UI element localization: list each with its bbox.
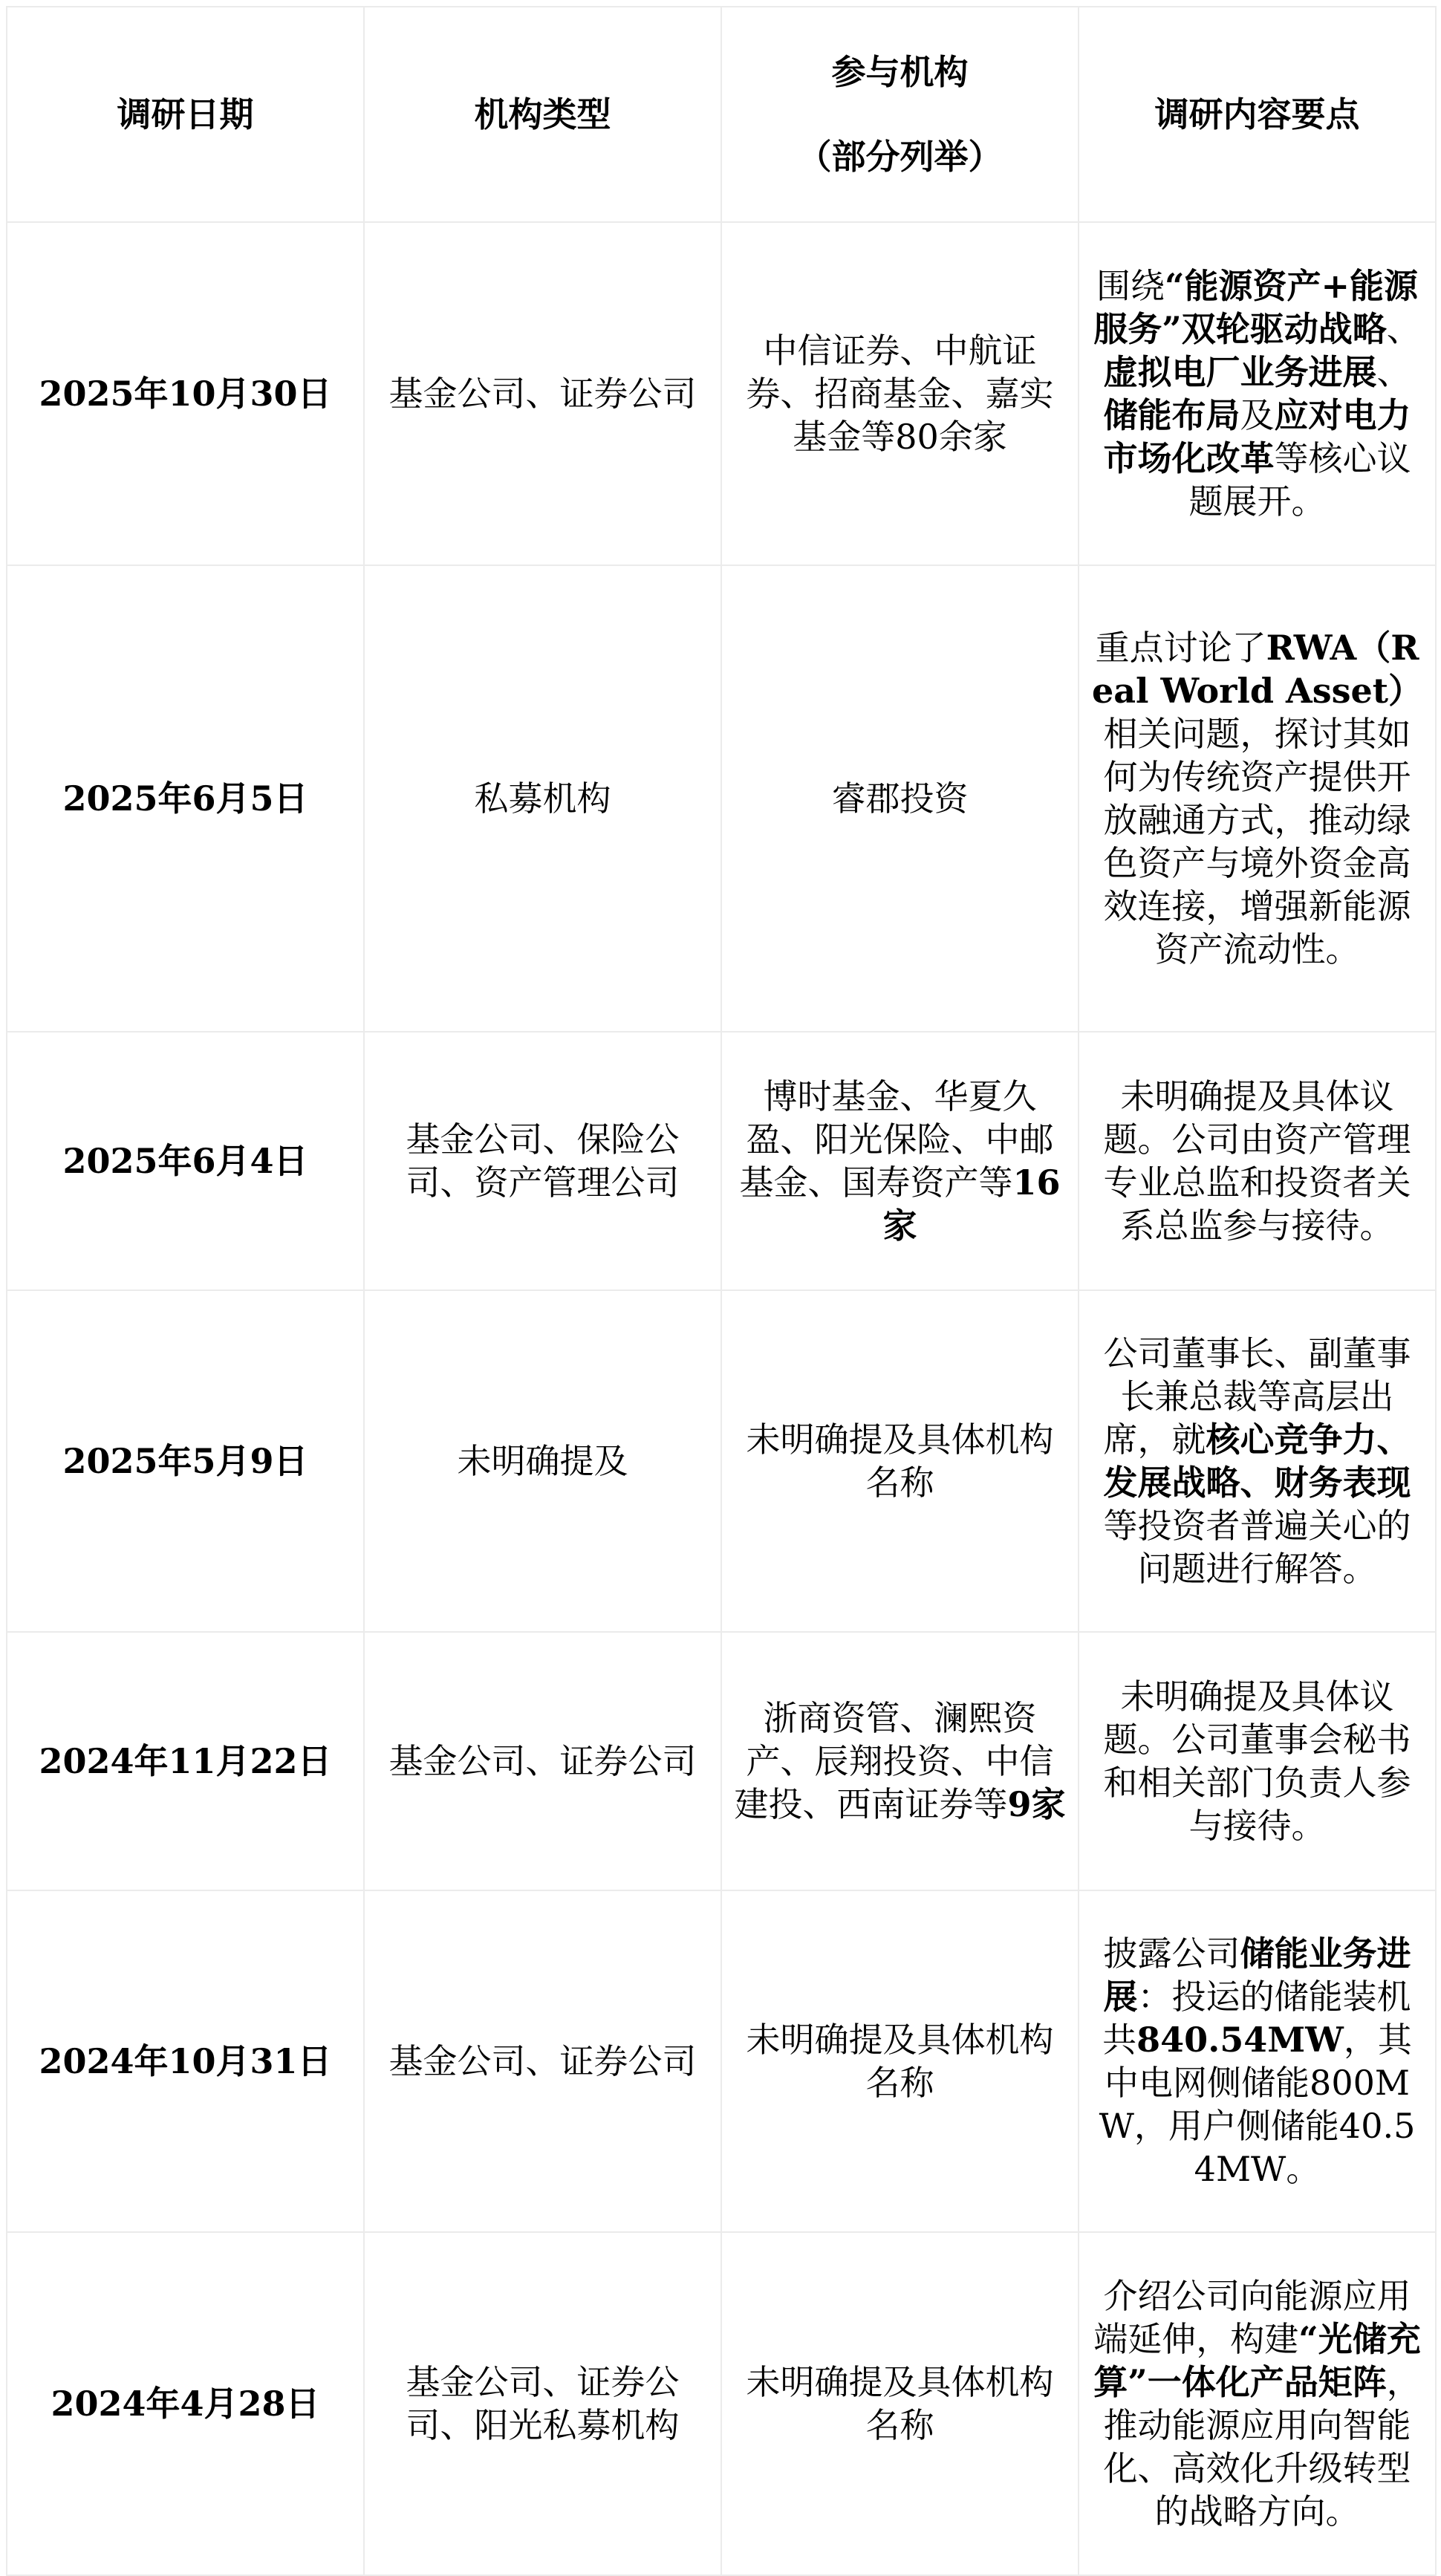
cell-institution-type: 私募机构 bbox=[364, 565, 721, 1032]
institutions-text-segment: 中信证券、中航证券、招商基金、嘉实基金等80余家 bbox=[746, 331, 1054, 457]
content-text-segment: 未明确提及具体议题。公司由资产管理专业总监和投资者关系总监参与接待。 bbox=[1103, 1076, 1411, 1246]
content-text-segment: ，其中电网侧储能800MW，用户侧储能40.54MW。 bbox=[1099, 2020, 1416, 2189]
content-text-segment: 、 bbox=[1386, 309, 1421, 349]
content-text-segment: 应对电力市场化改革 bbox=[1103, 395, 1411, 478]
table-row bbox=[7, 1032, 1436, 1290]
institutions-text-segment: 睿郡投资 bbox=[831, 778, 969, 819]
table-header-row bbox=[7, 7, 1436, 222]
header-institutions-sublabel: （部分列举） bbox=[797, 137, 1003, 177]
header-date bbox=[7, 7, 364, 222]
cell-institution-type: 基金公司、证券公司 bbox=[364, 1632, 721, 1890]
cell-institutions bbox=[721, 222, 1079, 565]
cell-institution-type: 基金公司、证券公司、阳光私募机构 bbox=[364, 2232, 721, 2575]
cell-institutions bbox=[721, 1290, 1079, 1632]
cell-date: 2024年10月31日 bbox=[7, 1890, 364, 2232]
cell-institutions bbox=[721, 1032, 1079, 1290]
content-text-segment: 及 bbox=[1240, 395, 1275, 435]
cell-date: 2024年11月22日 bbox=[7, 1632, 364, 1890]
content-text-segment: 介绍公司向能源应用端延伸，构建 bbox=[1093, 2276, 1411, 2359]
content-text-segment: “能源资产+能源服务”双轮驱动战略 bbox=[1093, 266, 1418, 349]
institutions-text-segment: 9家 bbox=[1007, 1784, 1066, 1824]
cell-institutions bbox=[721, 1890, 1079, 2232]
header-type bbox=[364, 7, 721, 222]
header-content bbox=[1079, 7, 1436, 222]
institutions-text-segment: 未明确提及具体机构名称 bbox=[746, 2362, 1054, 2445]
content-text-segment: 未明确提及具体议题。公司董事会秘书和相关部门负责人参与接待。 bbox=[1103, 1676, 1411, 1846]
cell-institution-type: 基金公司、证券公司 bbox=[364, 1890, 721, 2232]
cell-institutions bbox=[721, 2232, 1079, 2575]
content-text-segment: 公司董事长、副董事长兼总裁等高层出席，就 bbox=[1103, 1333, 1411, 1460]
content-text-segment: 、 bbox=[1376, 352, 1411, 392]
content-text-segment: 重点讨论了 bbox=[1095, 628, 1266, 668]
content-text-segment: 840.54MW bbox=[1136, 2020, 1344, 2060]
cell-date: 2025年5月9日 bbox=[7, 1290, 364, 1632]
cell-institution-type: 未明确提及 bbox=[364, 1290, 721, 1632]
cell-date: 2024年4月28日 bbox=[7, 2232, 364, 2575]
cell-content bbox=[1079, 1290, 1436, 1632]
research-table bbox=[6, 6, 1437, 2576]
cell-date: 2025年6月5日 bbox=[7, 565, 364, 1032]
table-row bbox=[7, 1632, 1436, 1890]
cell-institution-type: 基金公司、证券公司 bbox=[364, 222, 721, 565]
cell-content bbox=[1079, 1632, 1436, 1890]
institutions-text-segment: 16家 bbox=[882, 1162, 1061, 1246]
content-text-segment: RWA（Real World Asset） bbox=[1091, 628, 1423, 711]
cell-date: 2025年10月30日 bbox=[7, 222, 364, 565]
institutions-text-segment: 未明确提及具体机构名称 bbox=[746, 1419, 1054, 1503]
header-institutions-label: 参与机构 bbox=[831, 52, 969, 92]
header-institutions bbox=[721, 7, 1079, 222]
cell-content bbox=[1079, 1890, 1436, 2232]
cell-content bbox=[1079, 2232, 1436, 2575]
cell-content bbox=[1079, 565, 1436, 1032]
content-text-segment: 储能业务进展 bbox=[1103, 1933, 1411, 2017]
table-row bbox=[7, 565, 1436, 1032]
header-type-label: 机构类型 bbox=[474, 94, 611, 134]
table-row bbox=[7, 1290, 1436, 1632]
content-text-segment: 储能布局 bbox=[1103, 395, 1240, 435]
table-body bbox=[7, 222, 1436, 2575]
cell-content bbox=[1079, 1032, 1436, 1290]
content-text-segment: 等投资者普遍关心的问题进行解答。 bbox=[1103, 1506, 1411, 1589]
content-text-segment: 相关问题，探讨其如何为传统资产提供开放融通方式，推动绿色资产与境外资金高效连接，增强新能源资产流动性。 bbox=[1103, 714, 1411, 969]
header-date-label: 调研日期 bbox=[117, 94, 254, 134]
institutions-text-segment: 未明确提及具体机构名称 bbox=[746, 2020, 1054, 2103]
table-row bbox=[7, 2232, 1436, 2575]
table-row bbox=[7, 1890, 1436, 2232]
cell-institution-type: 基金公司、保险公司、资产管理公司 bbox=[364, 1032, 721, 1290]
content-text-segment: “光储充算”一体化产品矩阵 bbox=[1093, 2319, 1421, 2402]
content-text-segment: 披露公司 bbox=[1103, 1933, 1240, 1974]
cell-institutions bbox=[721, 565, 1079, 1032]
content-text-segment: 虚拟电厂业务进展 bbox=[1103, 352, 1377, 392]
content-text-segment: ，推动能源应用向智能化、高效化升级转型的战略方向。 bbox=[1103, 2362, 1421, 2531]
cell-institutions bbox=[721, 1632, 1079, 1890]
header-content-label: 调研内容要点 bbox=[1154, 94, 1360, 134]
content-text-segment: 核心竞争力、发展战略、财务表现 bbox=[1103, 1419, 1411, 1503]
cell-date: 2025年6月4日 bbox=[7, 1032, 364, 1290]
cell-content bbox=[1079, 222, 1436, 565]
content-text-segment: 等核心议题展开。 bbox=[1188, 438, 1411, 521]
content-text-segment: 围绕 bbox=[1096, 266, 1165, 306]
table-row bbox=[7, 222, 1436, 565]
institutions-text-segment: 博时基金、华夏久盈、阳光保险、中邮基金、国寿资产等 bbox=[739, 1076, 1054, 1203]
institutions-text-segment: 浙商资管、澜熙资产、辰翔投资、中信建投、西南证券等 bbox=[734, 1698, 1054, 1824]
content-text-segment: ：投运的储能装机共 bbox=[1102, 1977, 1411, 2060]
